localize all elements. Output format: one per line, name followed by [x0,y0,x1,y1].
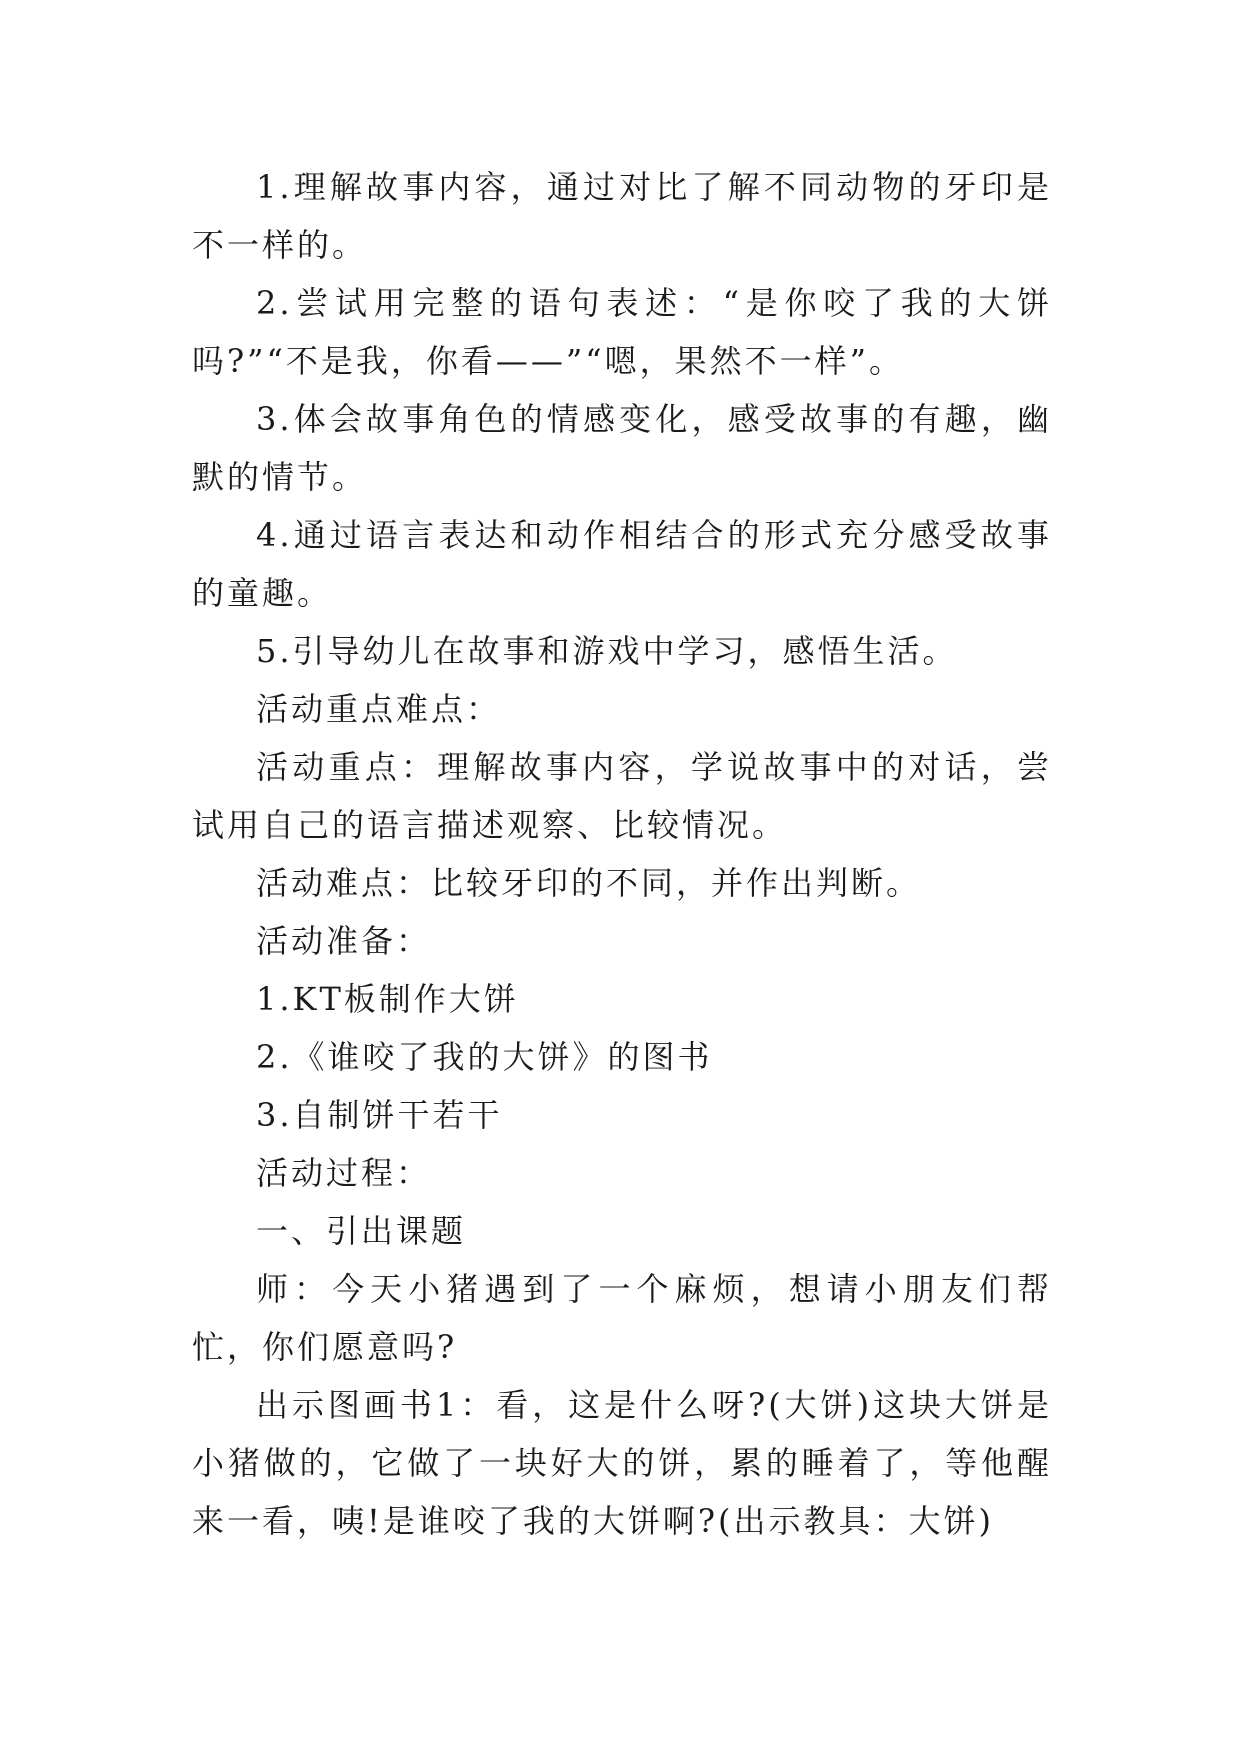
picture-book-description: 出示图画书1：看，这是什么呀?(大饼)这块大饼是小猪做的，它做了一块好大的饼，累的睡着了，等他醒来一看，咦!是谁咬了我的大饼啊?(出示教具：大饼) [192,1386,1052,1540]
objective-3: 3.体会故事角色的情感变化，感受故事的有趣，幽默的情节。 [192,400,1052,496]
section-heading-process: 活动过程： [256,1154,432,1192]
document-body [192,158,1052,1550]
objective-1: 1.理解故事内容，通过对比了解不同动物的牙印是不一样的。 [192,168,1052,264]
objective-4: 4.通过语言表达和动作相结合的形式充分感受故事的童趣。 [192,516,1052,612]
objective-5: 5.引导幼儿在故事和游戏中学习，感悟生活。 [256,632,958,670]
preparation-item-2: 2.《谁咬了我的大饼》的图书 [256,1038,713,1076]
preparation-item-1: 1.KT板制作大饼 [256,980,519,1018]
section-heading-preparation: 活动准备： [256,922,432,960]
preparation-item-3: 3.自制饼干若干 [256,1096,503,1134]
teacher-dialogue: 师：今天小猪遇到了一个麻烦，想请小朋友们帮忙，你们愿意吗? [192,1270,1052,1366]
objective-2: 2.尝试用完整的语句表述：“是你咬了我的大饼吗?”“不是我，你看——”“嗯，果然不一样”。 [192,284,1052,380]
section-heading-key-points: 活动重点难点： [256,690,502,728]
process-step-heading: 一、引出课题 [256,1212,467,1250]
key-point: 活动重点：理解故事内容，学说故事中的对话，尝试用自己的语言描述观察、比较情况。 [192,748,1052,844]
difficult-point: 活动难点：比较牙印的不同，并作出判断。 [256,864,922,902]
